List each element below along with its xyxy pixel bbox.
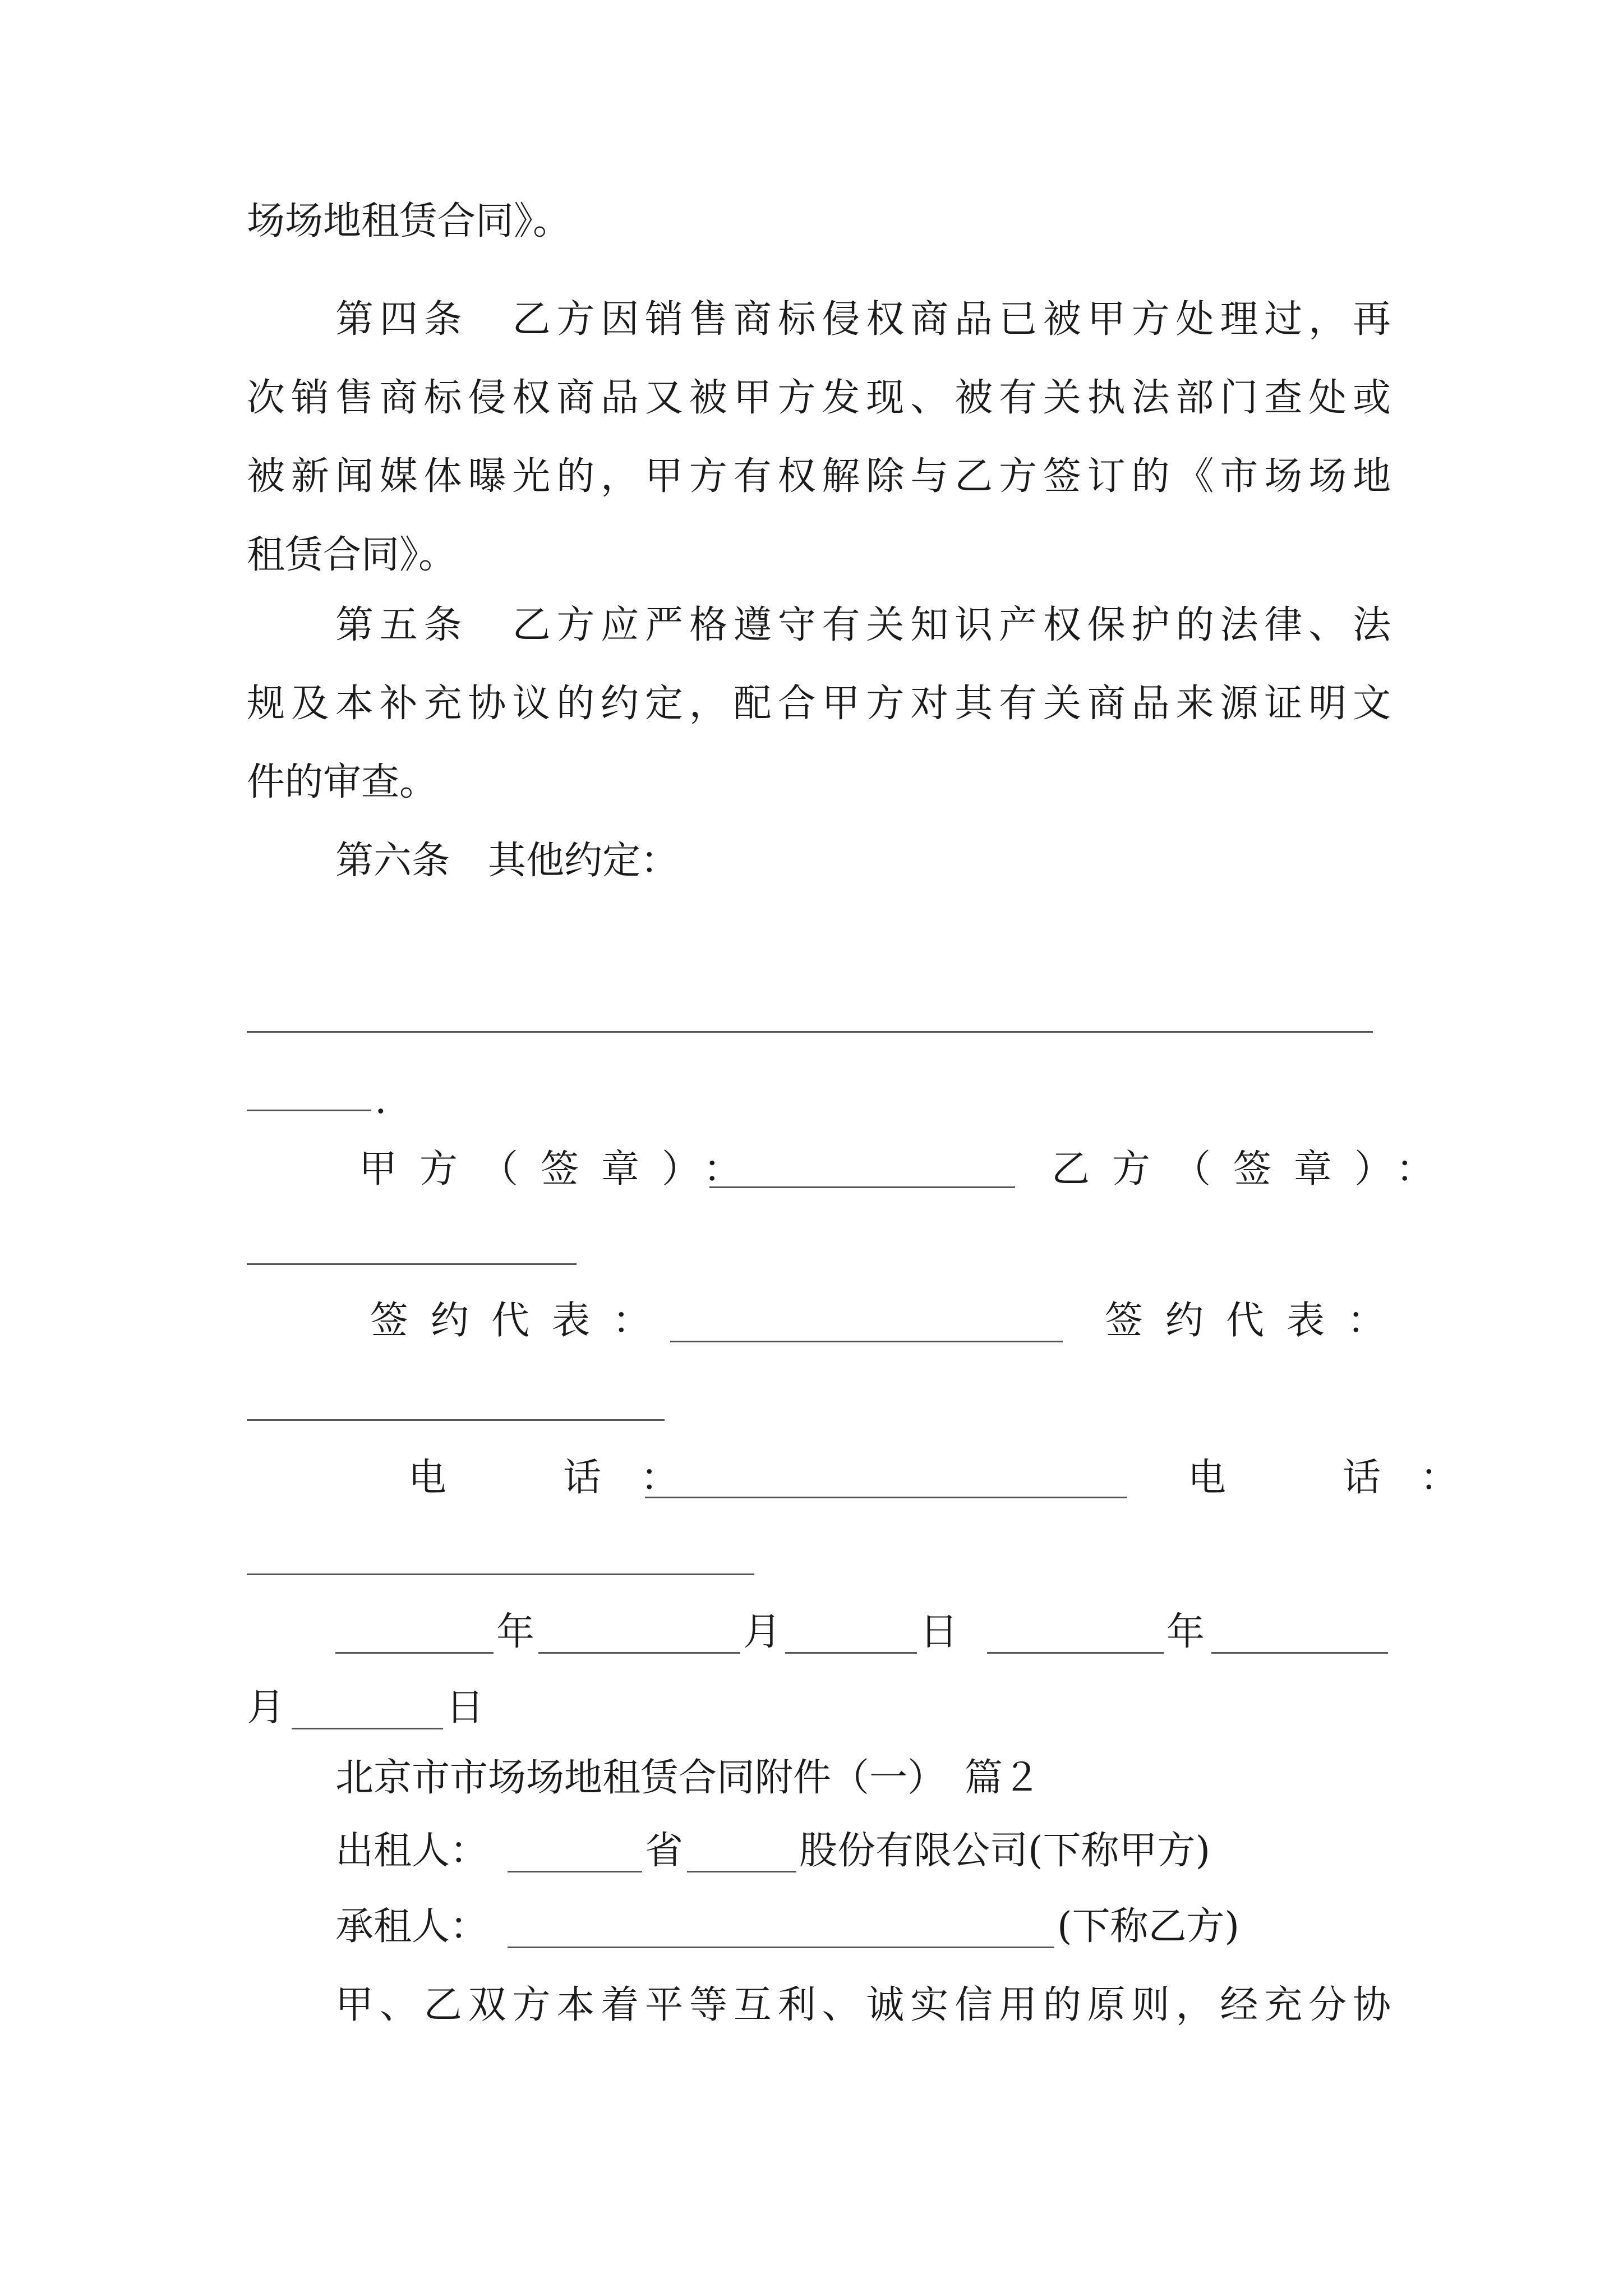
article-5-line-2: 规及本补充协议的约定，配合甲方对其有关商品来源证明文 [247, 682, 1391, 726]
day-b-blank [292, 1728, 443, 1729]
party-a-phone-label: 电 话： [408, 1456, 718, 1500]
year-b-label: 年 [1166, 1610, 1205, 1654]
party-b-seal-blank [247, 1263, 577, 1265]
party-a-seal-blank [709, 1186, 1015, 1188]
month-a-blank [538, 1652, 740, 1654]
year-a-label: 年 [496, 1610, 535, 1654]
lessor-label: 出租人： [335, 1829, 488, 1873]
lessor-name-blank [687, 1871, 796, 1872]
lessee-suffix: (下称乙方) [1057, 1904, 1240, 1949]
lessee-name-blank [508, 1947, 1054, 1948]
lessee-label: 承租人： [335, 1904, 488, 1949]
article-6-line-1: 第六条 其他约定： [335, 839, 679, 883]
article-4-line-3: 被新闻媒体曝光的，甲方有权解除与乙方签订的《市场场地 [247, 454, 1391, 499]
article-4-line-4: 租赁合同》。 [247, 533, 457, 577]
article-4-line-1: 第四条 乙方因销售商标侵权商品已被甲方处理过，再 [335, 297, 1391, 342]
year-a-blank [335, 1652, 494, 1654]
party-a-seal-label: 甲方（签章）： [359, 1147, 764, 1191]
month-b-blank [1211, 1652, 1388, 1654]
day-b-label: 日 [446, 1686, 485, 1730]
party-b-rep-blank [247, 1419, 665, 1421]
period-mark: . [375, 1078, 387, 1122]
blank-line [247, 1110, 371, 1111]
article-5-line-3: 件的审查。 [247, 760, 438, 804]
party-b-rep-label: 签约代表： [1105, 1299, 1408, 1343]
intro-paragraph-line: 甲、乙双方本着平等互利、诚实信用的原则，经充分协 [335, 1983, 1391, 2027]
year-b-blank [987, 1652, 1164, 1654]
lessor-suffix: 股份有限公司(下称甲方) [799, 1829, 1211, 1873]
section-title: 北京市市场场地租赁合同附件（一） 篇２ [335, 1756, 1041, 1800]
blank-line [247, 1031, 1373, 1033]
party-b-phone-label: 电 话： [1188, 1456, 1498, 1500]
lessor-province-blank [508, 1871, 642, 1872]
month-b-label: 月 [247, 1686, 285, 1730]
party-a-rep-label: 签约代表： [370, 1299, 674, 1343]
party-b-phone-blank [247, 1573, 754, 1575]
day-a-blank [785, 1652, 917, 1654]
party-a-phone-blank [645, 1497, 1127, 1498]
party-b-seal-label: 乙方（签章）： [1052, 1147, 1457, 1191]
month-a-label: 月 [743, 1610, 782, 1654]
lessor-province-label: 省 [645, 1829, 684, 1873]
paragraph-line: 场场地租赁合同》。 [247, 199, 571, 243]
party-a-rep-blank [670, 1341, 1063, 1342]
day-a-label: 日 [920, 1610, 958, 1654]
article-5-line-1: 第五条 乙方应严格遵守有关知识产权保护的法律、法 [335, 603, 1391, 647]
article-4-line-2: 次销售商标侵权商品又被甲方发现、被有关执法部门查处或 [247, 376, 1391, 420]
